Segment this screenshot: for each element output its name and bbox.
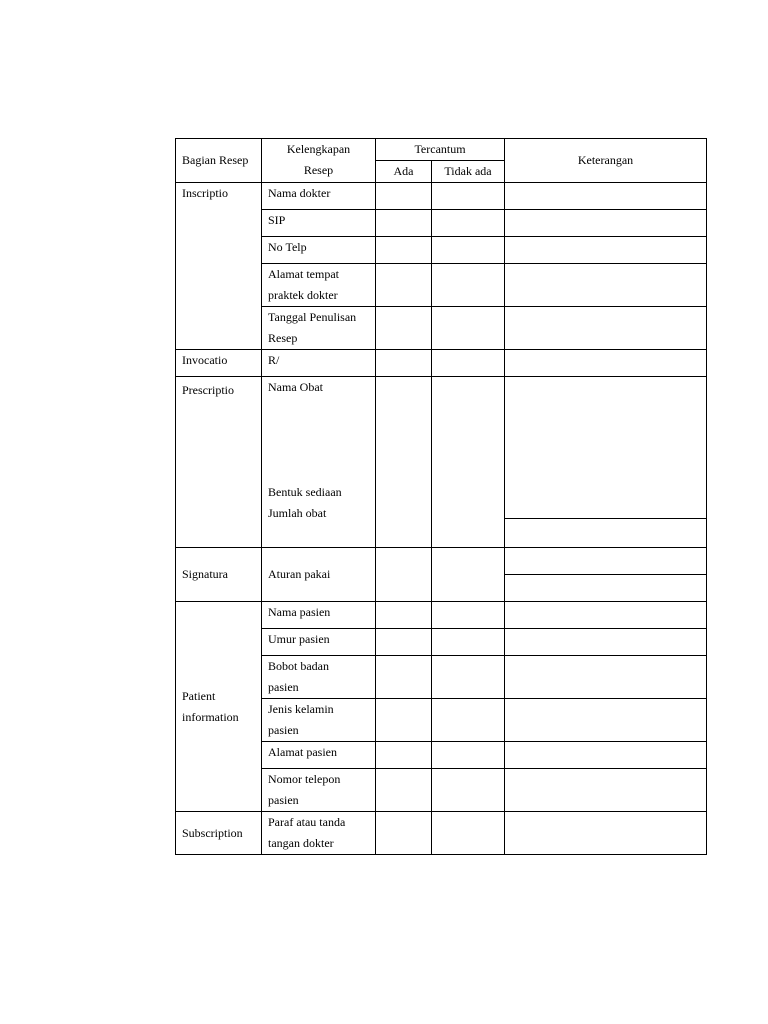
- header-ada-label: Ada: [393, 164, 414, 178]
- check-ada-cell[interactable]: [376, 602, 432, 629]
- item-prescriptio-details: [262, 377, 376, 548]
- header-bagian-label: Bagian Resep: [182, 153, 249, 167]
- check-tidak-ada-cell[interactable]: [432, 769, 505, 812]
- keterangan-cell[interactable]: [505, 519, 706, 547]
- item-label-line1: Paraf atau tanda: [268, 815, 346, 829]
- check-tidak-ada-cell[interactable]: [432, 307, 505, 350]
- header-row-top: [176, 139, 707, 161]
- section-invocatio: [176, 350, 262, 377]
- item-sip: [262, 210, 376, 237]
- check-tidak-ada-cell[interactable]: [432, 629, 505, 656]
- header-keterangan: [505, 139, 707, 183]
- check-ada-cell[interactable]: [376, 812, 432, 855]
- item-label-line1: Nomor telepon: [268, 772, 341, 786]
- check-ada-cell[interactable]: [376, 629, 432, 656]
- header-kelengkapan-line2: Resep: [303, 163, 334, 177]
- keterangan-cell[interactable]: [505, 264, 707, 307]
- keterangan-cell[interactable]: [505, 307, 707, 350]
- item-alamat-pasien: [262, 742, 376, 769]
- check-ada-cell[interactable]: [376, 307, 432, 350]
- item-nomor-telepon-pasien: [262, 769, 376, 812]
- check-ada-cell[interactable]: [376, 656, 432, 699]
- item-label: Alamat pasien: [268, 745, 337, 759]
- check-ada-cell[interactable]: [376, 548, 432, 602]
- check-ada-cell[interactable]: [376, 237, 432, 264]
- item-nama-obat: Nama Obat: [268, 380, 323, 394]
- item-alamat-tempat-praktek: [262, 264, 376, 307]
- header-kelengkapan-line1: Kelengkapan: [286, 142, 351, 156]
- section-subscription: [176, 812, 262, 855]
- check-ada-cell[interactable]: [376, 742, 432, 769]
- keterangan-cell[interactable]: [505, 377, 706, 519]
- check-ada-cell[interactable]: [376, 350, 432, 377]
- check-ada-cell[interactable]: [376, 183, 432, 210]
- section-prescriptio-label: Prescriptio: [182, 383, 234, 397]
- header-kelengkapan-resep: [262, 139, 376, 183]
- header-tercantum: [376, 139, 505, 161]
- keterangan-cell[interactable]: [505, 812, 707, 855]
- keterangan-cell[interactable]: [505, 769, 707, 812]
- item-jumlah-obat: Jumlah obat: [268, 506, 327, 520]
- item-nama-dokter: [262, 183, 376, 210]
- check-ada-cell[interactable]: [376, 264, 432, 307]
- keterangan-cell[interactable]: [505, 602, 707, 629]
- check-ada-cell[interactable]: [376, 699, 432, 742]
- keterangan-cell-split: [505, 377, 707, 548]
- item-r: [262, 350, 376, 377]
- item-label: Nama pasien: [268, 605, 331, 619]
- check-ada-cell[interactable]: [376, 769, 432, 812]
- item-paraf-tanda-tangan: [262, 812, 376, 855]
- keterangan-cell[interactable]: [505, 548, 706, 575]
- item-label-line1: Jenis kelamin: [268, 702, 334, 716]
- check-tidak-ada-cell[interactable]: [432, 350, 505, 377]
- check-ada-cell[interactable]: [376, 210, 432, 237]
- prescription-checklist-table: [175, 138, 707, 855]
- check-tidak-ada-cell[interactable]: [432, 183, 505, 210]
- item-label-line2: praktek dokter: [268, 288, 338, 302]
- keterangan-cell[interactable]: [505, 629, 707, 656]
- keterangan-cell[interactable]: [505, 656, 707, 699]
- section-signatura: [176, 548, 262, 602]
- spacer: [268, 398, 369, 482]
- section-patient-information: [176, 602, 262, 812]
- item-label-line1: Bobot badan: [268, 659, 329, 673]
- item-label-line1: Alamat tempat: [268, 267, 339, 281]
- item-jenis-kelamin-pasien: [262, 699, 376, 742]
- item-label: Aturan pakai: [268, 567, 331, 581]
- item-label-line2: pasien: [268, 680, 299, 694]
- keterangan-cell[interactable]: [505, 575, 706, 601]
- check-ada-cell[interactable]: [376, 377, 432, 548]
- item-aturan-pakai: [262, 548, 376, 602]
- item-label: Nama dokter: [268, 186, 331, 200]
- item-tanggal-penulisan-resep: [262, 307, 376, 350]
- item-label-line1: Tanggal Penulisan: [268, 310, 357, 324]
- header-ada: [376, 161, 432, 183]
- table-row: [176, 183, 707, 210]
- section-invocatio-label: Invocatio: [182, 353, 228, 367]
- header-bagian-resep: [176, 139, 262, 183]
- item-bentuk-sediaan: Bentuk sediaan: [268, 485, 342, 499]
- item-umur-pasien: [262, 629, 376, 656]
- table-row: [176, 350, 707, 377]
- item-label: R/: [268, 353, 280, 367]
- keterangan-cell[interactable]: [505, 350, 707, 377]
- item-label-line2: Resep: [268, 331, 298, 345]
- keterangan-cell[interactable]: [505, 742, 707, 769]
- check-tidak-ada-cell[interactable]: [432, 237, 505, 264]
- keterangan-cell[interactable]: [505, 699, 707, 742]
- header-keterangan-label: Keterangan: [577, 153, 634, 167]
- keterangan-split: [505, 548, 706, 601]
- item-label-line2: pasien: [268, 793, 299, 807]
- table-row: [176, 602, 707, 629]
- keterangan-cell[interactable]: [505, 237, 707, 264]
- check-tidak-ada-cell[interactable]: [432, 548, 505, 602]
- check-tidak-ada-cell[interactable]: [432, 210, 505, 237]
- item-nama-pasien: [262, 602, 376, 629]
- section-signatura-label: Signatura: [182, 567, 228, 581]
- header-tidak-ada: [432, 161, 505, 183]
- header-tidak-ada-label: Tidak ada: [444, 164, 492, 178]
- section-prescriptio: [176, 377, 262, 548]
- table-row: [176, 548, 707, 602]
- item-label: No Telp: [268, 240, 307, 254]
- section-inscriptio: [176, 183, 262, 350]
- item-label: Umur pasien: [268, 632, 330, 646]
- table-row: [176, 812, 707, 855]
- check-tidak-ada-cell[interactable]: [432, 699, 505, 742]
- item-label-line2: tangan dokter: [268, 836, 334, 850]
- keterangan-split: [505, 377, 706, 547]
- check-tidak-ada-cell[interactable]: [432, 602, 505, 629]
- keterangan-cell-split: [505, 548, 707, 602]
- header-tercantum-label: Tercantum: [414, 142, 466, 156]
- item-label: SIP: [268, 213, 286, 227]
- section-patient-label-line2: information: [182, 709, 239, 724]
- item-label-line2: pasien: [268, 723, 299, 737]
- item-no-telp: [262, 237, 376, 264]
- table-row: [176, 377, 707, 548]
- check-tidak-ada-cell[interactable]: [432, 264, 505, 307]
- check-tidak-ada-cell[interactable]: [432, 377, 505, 548]
- check-tidak-ada-cell[interactable]: [432, 742, 505, 769]
- section-subscription-label: Subscription: [182, 825, 243, 840]
- keterangan-cell[interactable]: [505, 183, 707, 210]
- keterangan-cell[interactable]: [505, 210, 707, 237]
- item-bobot-badan-pasien: [262, 656, 376, 699]
- check-tidak-ada-cell[interactable]: [432, 812, 505, 855]
- check-tidak-ada-cell[interactable]: [432, 656, 505, 699]
- section-patient-label-line1: Patient: [182, 688, 216, 703]
- section-inscriptio-label: Inscriptio: [182, 186, 228, 200]
